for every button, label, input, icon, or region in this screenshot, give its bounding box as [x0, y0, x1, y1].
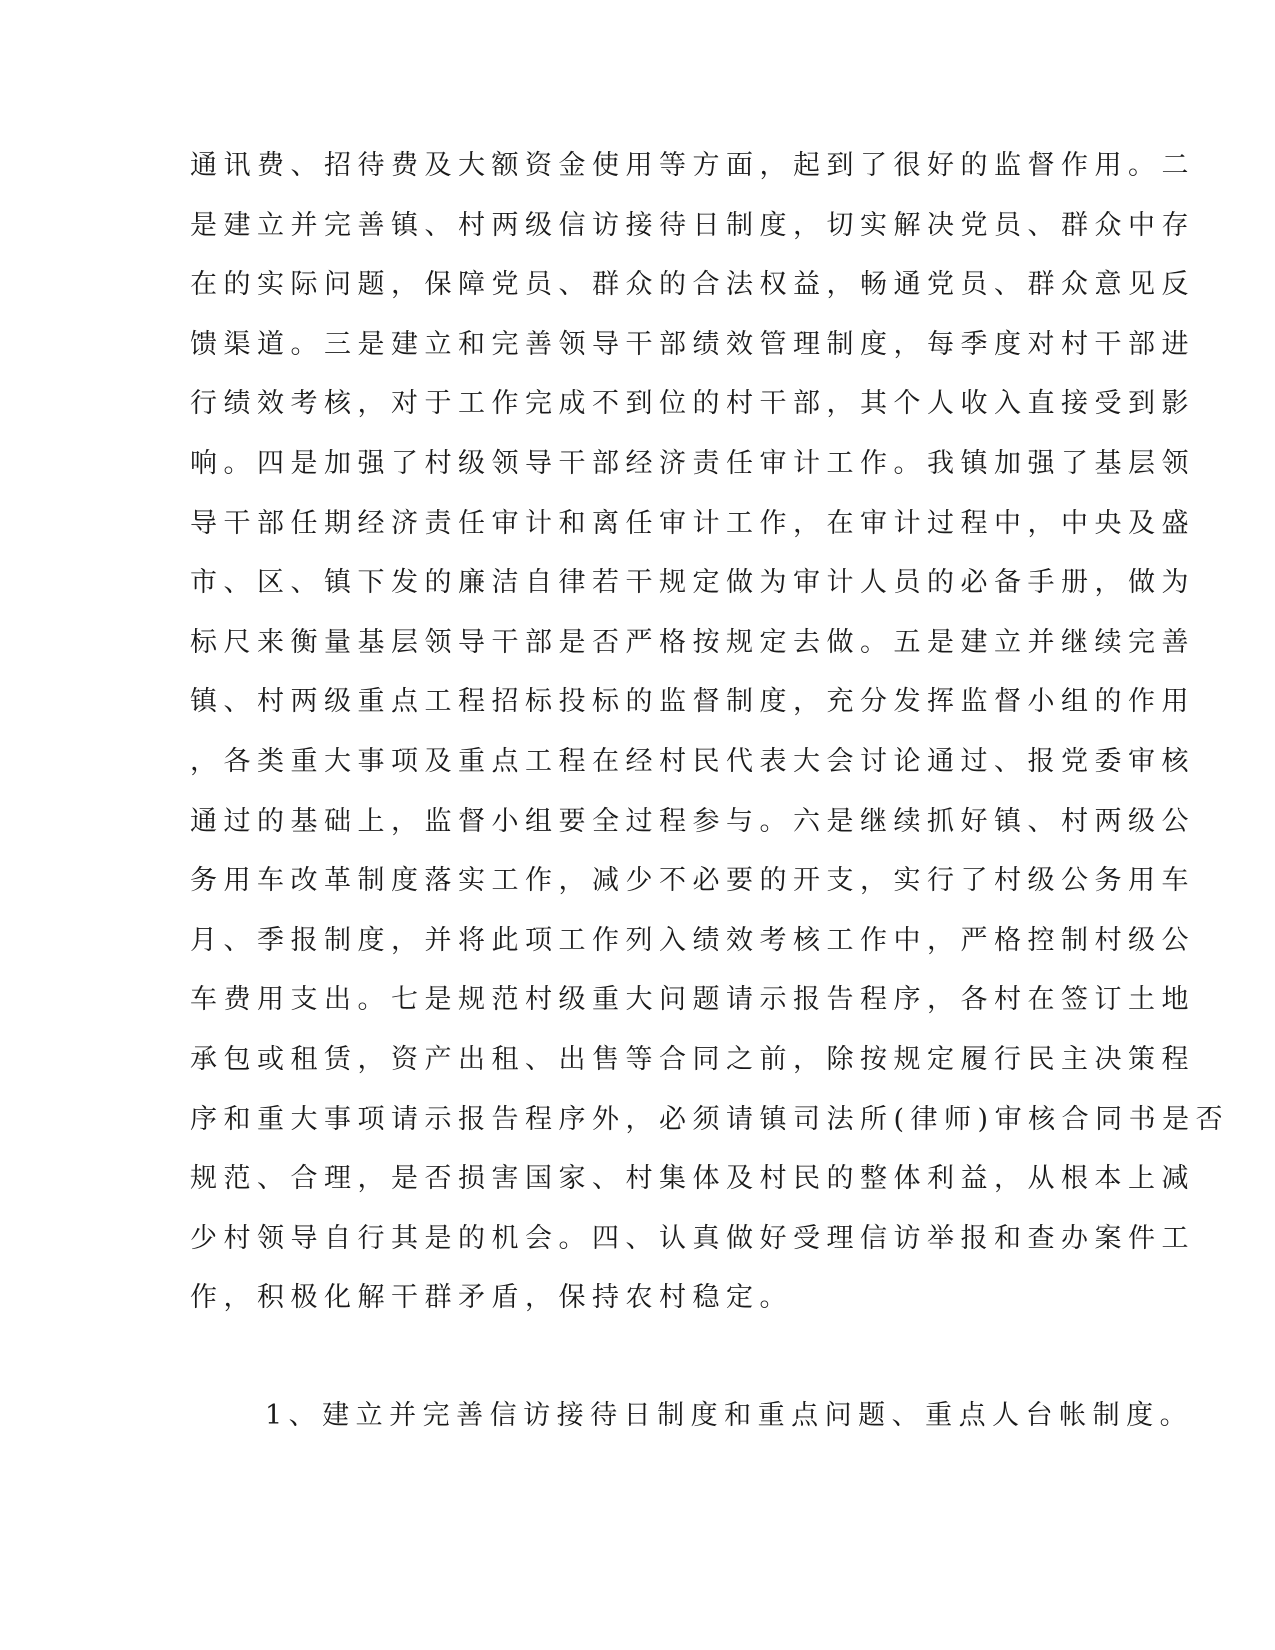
body-paragraph	[190, 136, 1230, 1328]
text-line: 通过的基础上，监督小组要全过程参与。六是继续抓好镇、村两级公	[190, 805, 1195, 837]
text-line: ，各类重大事项及重点工程在经村民代表大会讨论通过、报党委审核	[190, 745, 1195, 777]
text-line: 少村领导自行其是的机会。四、认真做好受理信访举报和查办案件工	[190, 1222, 1195, 1254]
text-line: 镇、村两级重点工程招标投标的监督制度，充分发挥监督小组的作用	[190, 686, 1195, 718]
text-line: 在的实际问题，保障党员、群众的合法权益，畅通党员、群众意见反	[190, 269, 1195, 301]
text-line: 作，积极化解干群矛盾，保持农村稳定。	[190, 1282, 793, 1314]
text-line: 承包或租赁，资产出租、出售等合同之前，除按规定履行民主决策程	[190, 1043, 1195, 1075]
text-line: 车费用支出。七是规范村级重大问题请示报告程序，各村在签订土地	[190, 984, 1195, 1016]
text-line: 行绩效考核，对于工作完成不到位的村干部，其个人收入直接受到影	[190, 388, 1195, 420]
numbered-paragraph: 1、建立并完善信访接待日制度和重点问题、重点人台帐制度。	[265, 1400, 1194, 1431]
text-line: 导干部任期经济责任审计和离任审计工作，在审计过程中，中央及盛	[190, 507, 1195, 539]
text-line: 是建立并完善镇、村两级信访接待日制度，切实解决党员、群众中存	[190, 209, 1195, 241]
text-line: 市、区、镇下发的廉洁自律若干规定做为审计人员的必备手册，做为	[190, 567, 1195, 599]
text-line: 馈渠道。三是建立和完善领导干部绩效管理制度，每季度对村干部进	[190, 328, 1195, 360]
text-line: 序和重大事项请示报告程序外，必须请镇司法所(律师)审核合同书是否	[190, 1103, 1230, 1135]
text-line: 规范、合理，是否损害国家、村集体及村民的整体利益，从根本上减	[190, 1163, 1195, 1195]
text-line: 标尺来衡量基层领导干部是否严格按规定去做。五是建立并继续完善	[190, 626, 1195, 658]
text-line: 响。四是加强了村级领导干部经济责任审计工作。我镇加强了基层领	[190, 447, 1195, 479]
text-line: 务用车改革制度落实工作，减少不必要的开支，实行了村级公务用车	[190, 865, 1195, 897]
text-line: 通讯费、招待费及大额资金使用等方面，起到了很好的监督作用。二	[190, 150, 1195, 181]
text-line: 月、季报制度，并将此项工作列入绩效考核工作中，严格控制村级公	[190, 924, 1195, 956]
